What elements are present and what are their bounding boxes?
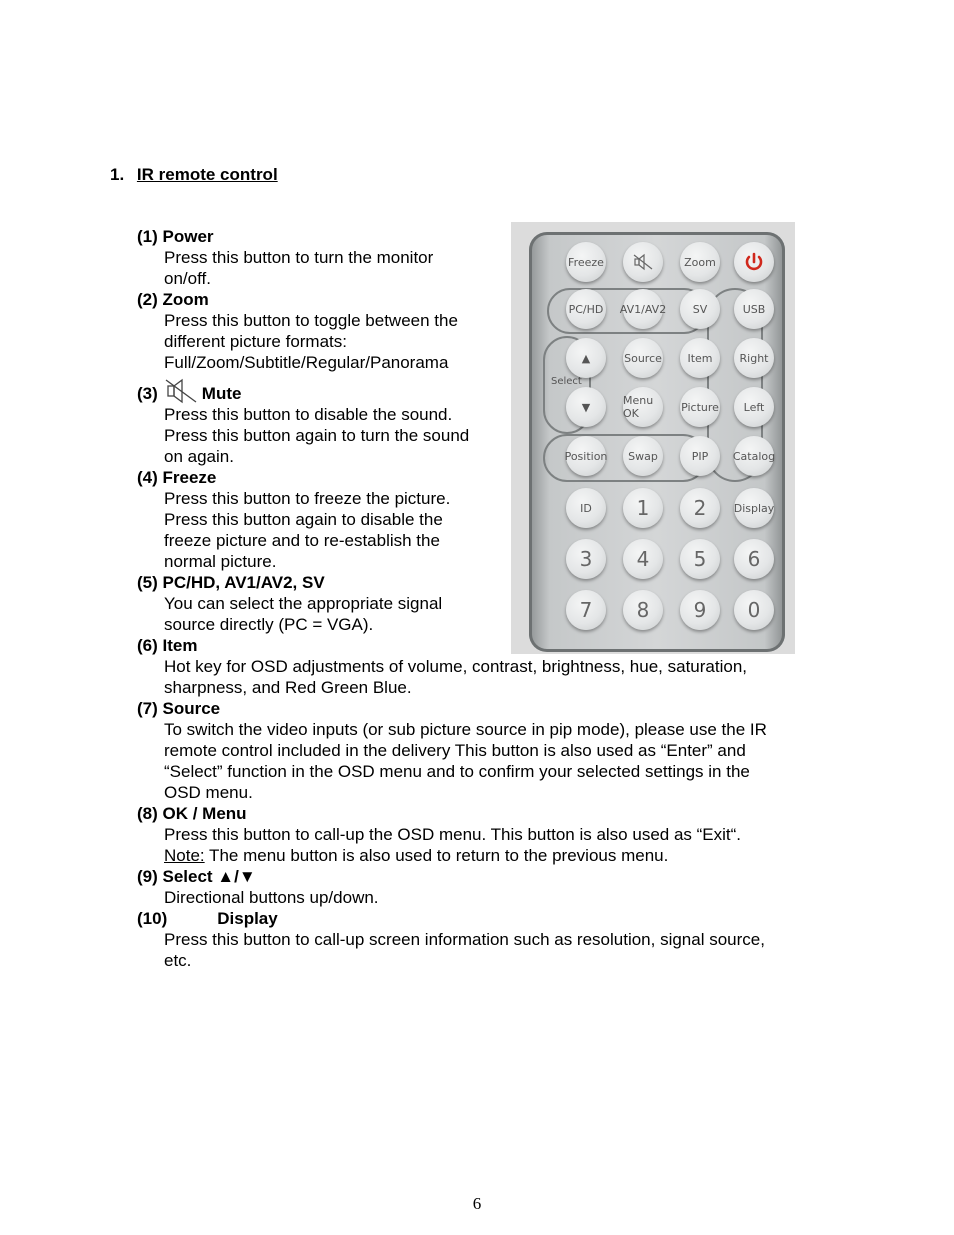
item-title-power: (1) Power <box>137 227 214 246</box>
remote-body <box>529 232 785 652</box>
item-title-zoom: (2) Zoom <box>137 290 209 309</box>
desc-line: source directly (PC = VGA). <box>164 615 374 634</box>
remote-button-label: Right <box>739 351 769 365</box>
remote-button-label: PIP <box>691 449 709 463</box>
desc-line: OSD menu. <box>164 783 253 802</box>
remote-button-label: 8 <box>636 598 650 622</box>
select-label: Select <box>551 376 582 387</box>
remote-button-label: Position <box>564 449 608 463</box>
item-desc-source <box>164 719 827 803</box>
remote-button-label: AV1/AV2 <box>619 302 667 316</box>
remote-button-label: Display <box>733 501 775 515</box>
desc-line: Press this button to disable the sound. <box>164 405 453 424</box>
item-label: Mute <box>201 384 242 403</box>
item-desc-power <box>164 247 504 289</box>
desc-line: remote control included in the delivery This button is also used as “Enter” and <box>164 741 746 760</box>
item-title-ok-menu: (8) OK / Menu <box>137 804 247 823</box>
desc-line: normal picture. <box>164 552 277 571</box>
desc-line: Directional buttons up/down. <box>164 888 379 907</box>
remote-button-label: 2 <box>693 496 707 520</box>
remote-button-sv <box>680 289 720 329</box>
remote-button-zoom <box>680 242 720 282</box>
desc-line: Full/Zoom/Subtitle/Regular/Panorama <box>164 353 449 372</box>
remote-button-blank <box>566 338 606 378</box>
remote-button-label: Catalog <box>732 449 776 463</box>
section-title: IR remote control <box>136 165 278 184</box>
desc-line: Press this button again to turn the sound <box>164 426 470 445</box>
remote-button-label: PC/HD <box>568 302 604 316</box>
remote-button-left <box>734 387 774 427</box>
desc-line: Press this button to freeze the picture. <box>164 489 451 508</box>
mute-icon <box>164 378 198 404</box>
desc-line: To switch the video inputs (or sub picture source in pip mode), please use the IR <box>164 720 767 739</box>
remote-button-swap <box>623 436 663 476</box>
remote-button-label: 7 <box>579 598 593 622</box>
desc-line: on/off. <box>164 269 211 288</box>
remote-button-1 <box>623 488 663 528</box>
remote-button-label: USB <box>742 302 766 316</box>
remote-button-label: ▼ <box>581 400 591 414</box>
mute-icon <box>632 253 654 271</box>
remote-button-freeze <box>566 242 606 282</box>
item-desc-freeze <box>164 488 504 572</box>
remote-button-5 <box>680 539 720 579</box>
desc-line: different picture formats: <box>164 332 347 351</box>
remote-button-display <box>734 488 774 528</box>
item-label: Display <box>217 909 278 928</box>
item-desc-item <box>164 656 827 698</box>
item-number: (10) <box>137 909 168 928</box>
remote-button-label: 4 <box>636 547 650 571</box>
remote-button-av1-av2 <box>619 289 667 329</box>
item-title-item: (6) Item <box>137 636 198 655</box>
remote-control-photo <box>511 222 795 654</box>
remote-button-label: Source <box>624 351 662 365</box>
remote-button-position <box>566 436 606 476</box>
desc-line: Press this button to toggle between the <box>164 311 458 330</box>
remote-button-blank <box>566 387 606 427</box>
desc-line: etc. <box>164 951 192 970</box>
remote-button-label: Item <box>687 351 713 365</box>
section-number: 1. <box>110 165 125 184</box>
remote-button-label: Left <box>743 400 765 414</box>
item-title-display <box>137 908 827 929</box>
remote-mute-button <box>623 242 663 282</box>
remote-button-label: 3 <box>579 547 593 571</box>
remote-button-menu-ok <box>623 387 663 427</box>
remote-button-id <box>566 488 606 528</box>
remote-button-label: 9 <box>693 598 707 622</box>
remote-button-2 <box>680 488 720 528</box>
remote-button-label: 5 <box>693 547 707 571</box>
remote-button-right <box>734 338 774 378</box>
item-desc-display <box>164 929 827 971</box>
remote-button-label: 6 <box>747 547 761 571</box>
remote-button-label: Picture <box>681 400 719 414</box>
remote-button-7 <box>566 590 606 630</box>
desc-line: on again. <box>164 447 234 466</box>
remote-button-0 <box>734 590 774 630</box>
desc-line: Press this button to call-up screen information such as resolution, signal source, <box>164 930 765 949</box>
item-title-source-select: (5) PC/HD, AV1/AV2, SV <box>137 573 325 592</box>
item-number: (3) <box>137 384 158 403</box>
desc-line: freeze picture and to re-establish the <box>164 531 440 550</box>
remote-button-label: Menu OK <box>623 394 654 420</box>
remote-button-picture <box>680 387 720 427</box>
desc-line: “Select” function in the OSD menu and to confirm your selected settings in the <box>164 762 750 781</box>
remote-button-usb <box>734 289 774 329</box>
remote-button-3 <box>566 539 606 579</box>
note-line <box>164 845 827 866</box>
item-title-select: (9) Select ▲/▼ <box>137 867 256 886</box>
remote-button-catalog <box>734 436 774 476</box>
item-desc-ok-menu <box>164 824 827 866</box>
remote-button-pip <box>680 436 720 476</box>
remote-button-label: 0 <box>747 598 761 622</box>
desc-line: Hot key for OSD adjustments of volume, contrast, brightness, hue, saturation, <box>164 657 747 676</box>
remote-button-4 <box>623 539 663 579</box>
remote-power-button <box>734 242 774 282</box>
remote-button-label: Zoom <box>684 255 716 269</box>
remote-button-source <box>623 338 663 378</box>
remote-button-8 <box>623 590 663 630</box>
item-title-source: (7) Source <box>137 699 221 718</box>
item-desc-source-select <box>164 593 504 635</box>
page-number: 6 <box>472 1194 482 1213</box>
desc-line: Press this button to call-up the OSD menu. This button is also used as “Exit“. <box>164 825 742 844</box>
note-label: Note: <box>164 846 205 865</box>
remote-button-item <box>680 338 720 378</box>
desc-line: Press this button again to disable the <box>164 510 443 529</box>
remote-button-label: ▲ <box>581 351 591 365</box>
remote-button-label: SV <box>692 302 708 316</box>
remote-button-label: Swap <box>628 449 658 463</box>
section-heading <box>110 165 278 185</box>
power-icon <box>743 251 765 273</box>
remote-button-label: ID <box>580 501 592 515</box>
item-desc-zoom <box>164 310 504 373</box>
remote-button-6 <box>734 539 774 579</box>
remote-button-label: Freeze <box>568 255 604 269</box>
desc-line: You can select the appropriate signal <box>164 594 443 613</box>
remote-button-9 <box>680 590 720 630</box>
item-desc-select <box>164 887 827 908</box>
note-text: The menu button is also used to return to the previous menu. <box>204 846 669 865</box>
item-desc-mute <box>164 404 504 467</box>
item-title-freeze: (4) Freeze <box>137 468 217 487</box>
desc-line: sharpness, and Red Green Blue. <box>164 678 412 697</box>
desc-line: Press this button to turn the monitor <box>164 248 434 267</box>
remote-button-pc-hd <box>566 289 606 329</box>
remote-button-label: 1 <box>636 496 650 520</box>
